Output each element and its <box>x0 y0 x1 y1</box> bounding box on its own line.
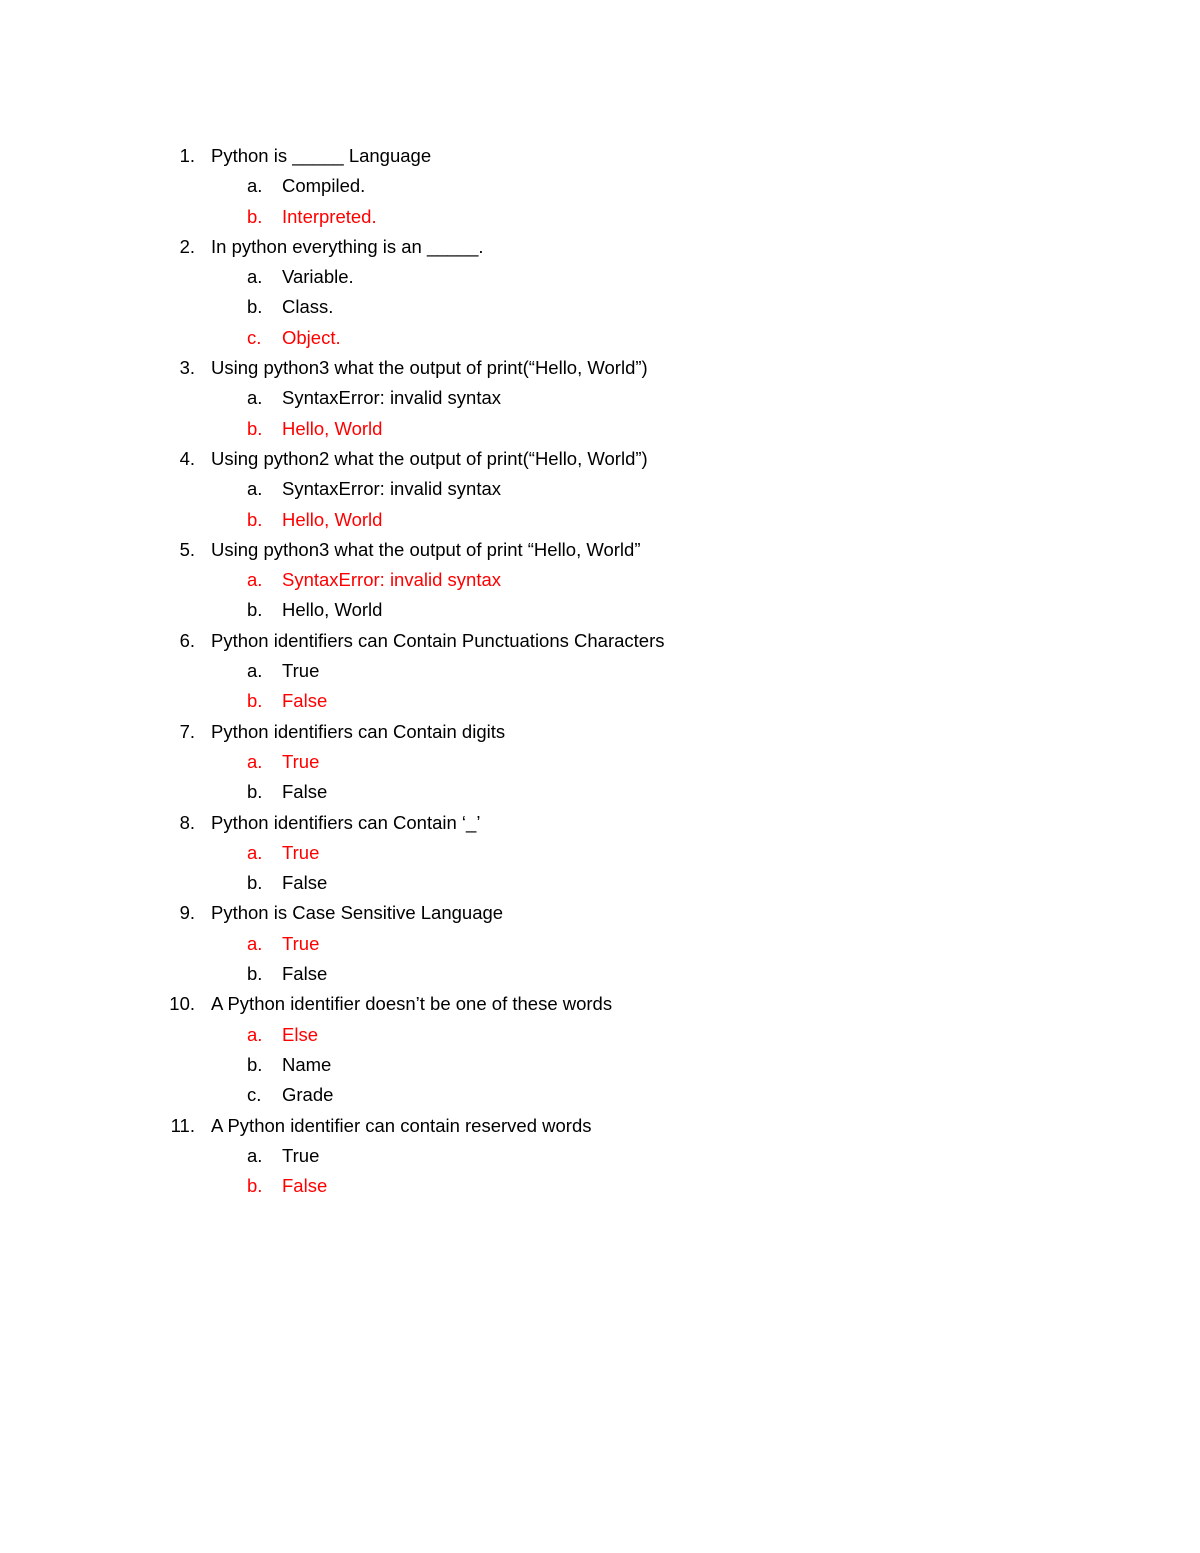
option-text: SyntaxError: invalid syntax <box>282 478 502 500</box>
option-text: False <box>282 781 328 803</box>
option-text: Name <box>282 1053 332 1075</box>
option-letter: b. <box>247 1175 263 1197</box>
question-number: 6. <box>179 629 195 651</box>
option-text: False <box>282 690 328 712</box>
question-item <box>0 626 1200 656</box>
option-letter: b. <box>247 205 263 227</box>
option-text: False <box>282 872 328 894</box>
option-letter: b. <box>247 1053 263 1075</box>
option-letter: a. <box>247 1144 263 1166</box>
option-letter: a. <box>247 266 263 288</box>
option-text: True <box>282 660 320 682</box>
option-letter: c. <box>247 326 262 348</box>
answer-option <box>0 1080 1200 1110</box>
answer-option <box>0 474 1200 504</box>
question-item <box>0 232 1200 262</box>
answer-option <box>0 868 1200 898</box>
option-text: True <box>282 750 320 772</box>
question-item <box>0 989 1200 1019</box>
answer-option-correct <box>0 686 1200 716</box>
option-text: True <box>282 932 320 954</box>
answer-option <box>0 171 1200 201</box>
question-item <box>0 535 1200 565</box>
question-text: Python identifiers can Contain ‘_’ <box>211 811 481 833</box>
option-text: Object. <box>282 326 341 348</box>
question-item <box>0 717 1200 747</box>
option-letter: b. <box>247 690 263 712</box>
answer-option-correct <box>0 1020 1200 1050</box>
answer-option-correct <box>0 414 1200 444</box>
option-text: Grade <box>282 1084 334 1106</box>
question-number: 1. <box>179 145 195 166</box>
option-text: SyntaxError: invalid syntax <box>282 387 502 409</box>
option-letter: a. <box>247 569 263 591</box>
question-item <box>0 808 1200 838</box>
option-letter: b. <box>247 508 263 530</box>
question-number: 3. <box>179 357 195 379</box>
option-letter: a. <box>247 932 263 954</box>
option-text: Hello, World <box>282 508 383 530</box>
option-text: False <box>282 963 328 985</box>
answer-option-correct <box>0 838 1200 868</box>
option-letter: c. <box>247 1084 262 1106</box>
question-text: Using python3 what the output of print(“Hello, World”) <box>211 357 648 379</box>
answer-option-correct <box>0 323 1200 353</box>
question-text: In python everything is an _____. <box>211 235 484 257</box>
option-text: False <box>282 1175 328 1197</box>
question-number: 9. <box>179 902 195 924</box>
question-item <box>0 444 1200 474</box>
question-text: Using python3 what the output of print “Hello, World” <box>211 538 641 560</box>
option-letter: a. <box>247 387 263 409</box>
answer-option <box>0 1141 1200 1171</box>
question-number: 2. <box>179 235 195 257</box>
option-letter: b. <box>247 296 263 318</box>
question-number: 7. <box>179 720 195 742</box>
option-letter: a. <box>247 175 263 197</box>
option-text: Hello, World <box>282 417 383 439</box>
question-number: 5. <box>179 538 195 560</box>
option-text: Else <box>282 1023 318 1045</box>
answer-option-correct <box>0 929 1200 959</box>
question-list <box>0 141 1200 1201</box>
option-text: Interpreted. <box>282 205 377 227</box>
option-letter: a. <box>247 478 263 500</box>
question-item <box>0 898 1200 928</box>
answer-option-correct <box>0 565 1200 595</box>
question-text: Python is _____ Language <box>211 145 432 166</box>
option-letter: b. <box>247 781 263 803</box>
option-letter: a. <box>247 841 263 863</box>
question-text: Using python2 what the output of print(“Hello, World”) <box>211 447 648 469</box>
answer-option-correct <box>0 1171 1200 1201</box>
option-text: Hello, World <box>282 599 383 621</box>
question-text: A Python identifier doesn’t be one of these words <box>211 993 613 1015</box>
answer-option <box>0 1050 1200 1080</box>
question-text: A Python identifier can contain reserved words <box>211 1114 592 1136</box>
question-number: 8. <box>179 811 195 833</box>
option-letter: a. <box>247 750 263 772</box>
option-letter: a. <box>247 1023 263 1045</box>
answer-option-correct <box>0 202 1200 232</box>
option-text: Class. <box>282 296 334 318</box>
answer-option-correct <box>0 505 1200 535</box>
answer-option <box>0 959 1200 989</box>
answer-option <box>0 777 1200 807</box>
question-text: Python identifiers can Contain Punctuations Characters <box>211 629 665 651</box>
answer-option <box>0 262 1200 292</box>
option-letter: a. <box>247 660 263 682</box>
option-letter: b. <box>247 872 263 894</box>
option-text: SyntaxError: invalid syntax <box>282 569 502 591</box>
question-number: 10. <box>169 993 195 1015</box>
answer-option <box>0 292 1200 322</box>
option-text: True <box>282 1144 320 1166</box>
question-item <box>0 141 1200 171</box>
question-item <box>0 353 1200 383</box>
answer-option <box>0 383 1200 413</box>
question-number: 4. <box>179 447 195 469</box>
question-number: 11. <box>170 1114 195 1136</box>
option-text: Compiled. <box>282 175 366 197</box>
option-letter: b. <box>247 417 263 439</box>
option-text: True <box>282 841 320 863</box>
answer-option <box>0 595 1200 625</box>
option-letter: b. <box>247 963 263 985</box>
question-text: Python is Case Sensitive Language <box>211 902 504 924</box>
answer-option-correct <box>0 747 1200 777</box>
option-letter: b. <box>247 599 263 621</box>
question-text: Python identifiers can Contain digits <box>211 720 506 742</box>
option-text: Variable. <box>282 266 354 288</box>
answer-option <box>0 656 1200 686</box>
question-item <box>0 1111 1200 1141</box>
